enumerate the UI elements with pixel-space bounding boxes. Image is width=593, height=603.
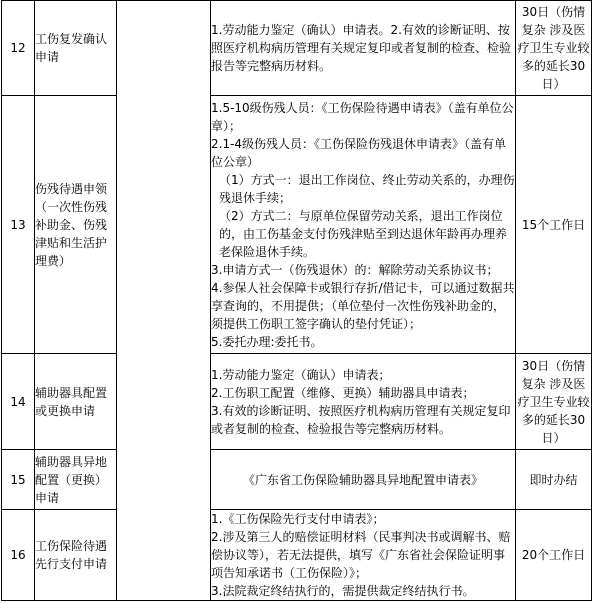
item-name: 辅助器具异地配置（更换）申请 (35, 450, 117, 510)
row-number: 16 (2, 510, 35, 601)
materials-cell (211, 354, 516, 450)
table-row (2, 1, 592, 96)
material-line: （1）方式一：退出工作岗位、终止劳动关系的，办理伤残退休手续； (219, 172, 515, 205)
item-name: 工伤保险待遇先行支付申请 (35, 510, 117, 601)
material-line: 1.劳动能力鉴定（确认）申请表； (211, 367, 391, 382)
material-line: 3.有效的诊断证明、按照医疗机构病历管理有关规定复印或者复制的检查、检验报告等完整病历材料。 (211, 403, 511, 436)
table-row (2, 450, 592, 510)
material-line: 2.工伤职工配置（维修、更换）辅助器具申请表； (211, 385, 475, 400)
material-line: 1.5-10级伤残人员：《工伤保险待遇申请表》（盖有单位公章）； (211, 100, 514, 133)
material-line: 1.《工伤保险先行支付申请表》； (211, 512, 385, 526)
item-name: 伤残待遇申领（一次性伤残补助金、伤残津贴和生活护理费） (35, 96, 117, 354)
item-name: 辅助器具配置或更换申请 (35, 354, 117, 450)
materials-cell (211, 1, 516, 96)
table-row (2, 96, 592, 354)
material-line: 3.申请方式一（伤残退休）的：解除劳动关系协议书； (211, 262, 499, 277)
time-limit: 30日（伤情复杂 涉及医疗卫生专业较多的延长30日） (516, 354, 592, 450)
row-number: 12 (2, 1, 35, 96)
row-number: 13 (2, 96, 35, 354)
merged-blank-column (117, 1, 211, 601)
service-table (1, 0, 592, 601)
material-line: 4.参保人社会保障卡或银行存折/借记卡，可以通过数据共享查询的，不用提供；（单位垫付一次性伤残补助金的，须提供工伤职工签字确认的垫付凭证）； (211, 280, 515, 331)
row-number: 15 (2, 450, 35, 510)
item-name: 工伤复发确认申请 (35, 1, 117, 96)
material-line: 2.涉及第三人的赔偿证明材料（民事判决书或调解书、赔偿协议等），若无法提供，填写《广东省社会保险证明事项告知承诺书（工伤保险）》； (211, 530, 511, 580)
materials-cell (211, 96, 516, 354)
time-limit: 15个工作日 (516, 96, 592, 354)
materials-cell (211, 510, 516, 601)
materials-cell (211, 450, 516, 510)
material-line: 3.法院裁定终结执行的，需提供裁定终结执行书。 (211, 584, 475, 598)
material-line: 5.委托办理:委托书。 (211, 334, 323, 349)
material-line: 《广东省工伤保险辅助器具异地配置申请表》 (242, 472, 483, 487)
material-line: 1.劳动能力鉴定（确认）申请表。2.有效的诊断证明、按照医疗机构病历管理有关规定复印或者复制的检查、检验报告等完整病历材料。 (211, 23, 512, 73)
material-line: 2.1-4级伤残人员：《工伤保险伤残退休申请表》（盖有单位公章） (211, 136, 507, 169)
time-limit: 20个工作日 (516, 510, 592, 601)
material-line: （2）方式二：与原单位保留劳动关系，退出工作岗位的，由工伤基金支付伤残津贴至到达退休年龄再办理养老保险退休手续。 (219, 208, 508, 259)
time-limit: 30日（伤情复杂 涉及医疗卫生专业较多的延长30日） (516, 1, 592, 96)
time-limit: 即时办结 (516, 450, 592, 510)
row-number: 14 (2, 354, 35, 450)
table-row (2, 510, 592, 601)
table-row (2, 354, 592, 450)
